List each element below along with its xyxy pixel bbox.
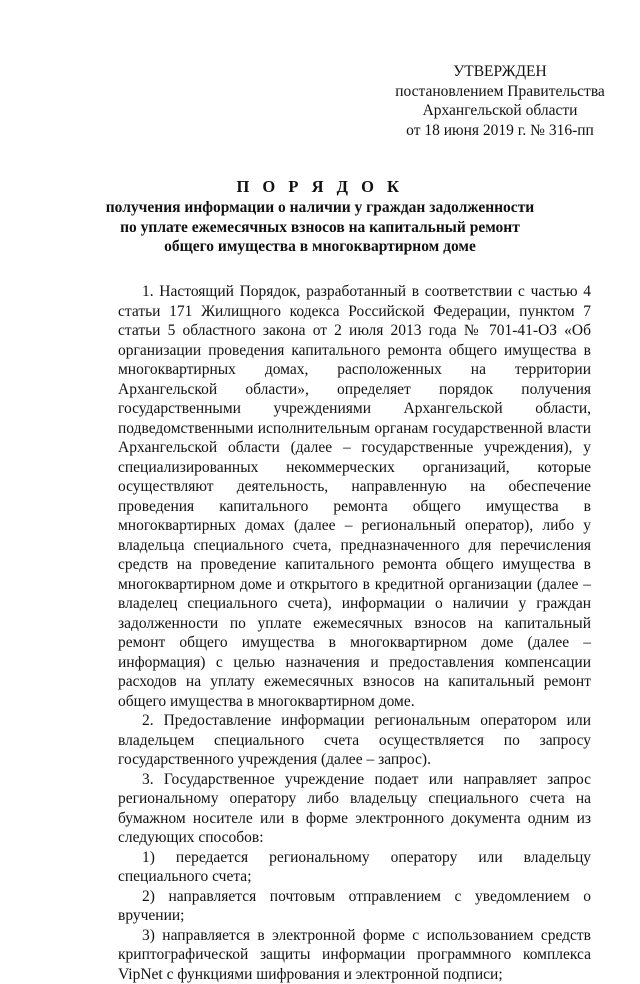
paragraph-3: 3. Государственное учреждение подает или направляет запрос региональному оператору либо владельцу специального счета на бумажном носителе или в форме электронного документа одним из следующих способов: [118,770,591,848]
approval-line: от 18 июня 2019 г. № 316-пп [395,121,605,141]
list-item-3: 3) направляется в электронной форме с использованием средств криптографической защиты информации программного комплекса VipNet с функциями шифрования и электронной подписи; [118,926,591,984]
document-subtitle-line: по уплате ежемесячных взносов на капитальный ремонт [100,218,540,238]
document-title: П О Р Я Д О К [100,176,540,198]
approval-stamp [395,62,605,140]
document-heading [100,176,540,257]
document-body [118,282,591,984]
document-subtitle-line: получения информации о наличии у граждан задолженности [100,198,540,218]
list-item-2: 2) направляется почтовым отправлением с уведомлением о вручении; [118,887,591,926]
document-subtitle-line: общего имущества в многоквартирном доме [100,237,540,257]
paragraph-2: 2. Предоставление информации региональным оператором или владельцем специального счета осуществляется по запросу государственного учреждения (далее – запрос). [118,711,591,770]
approval-line: постановлением Правительства [395,82,605,102]
approval-line: Архангельской области [395,101,605,121]
list-item-1: 1) передается региональному оператору или владельцу специального счета; [118,848,591,887]
paragraph-1: 1. Настоящий Порядок, разработанный в соответствии с частью 4 статьи 171 Жилищного кодекса Российской Федерации, пунктом 7 статьи 5 областного закона от 2 июля 2013 года № 701-41-ОЗ «Об организации проведения капитального ремонта общего имущества в многоквартирных домах, расположенных на территории Архангельской области», определяет порядок получения государственными учреждениями Архангельской области, подведомственными исполнительным органам государственной власти Архангельской области (далее – государственные учреждения), у специализированных некоммерческих организаций, которые осуществляют деятельность, направленную на обеспечение проведения капитального ремонта общего имущества в многоквартирных домах (далее – региональный оператор), либо у владельца специального счета, предназначенного для перечисления средств на проведение капитального ремонта общего имущества в многоквартирном доме и открытого в кредитной организации (далее – владелец специального счета), информации о наличии у граждан задолженности по уплате ежемесячных взносов на капитальный ремонт общего имущества в многоквартирном доме (далее – информация) с целью назначения и предоставления компенсации расходов на уплату ежемесячных взносов на капитальный ремонт общего имущества в многоквартирном доме. [118,282,591,711]
approval-line: УТВЕРЖДЕН [395,62,605,82]
